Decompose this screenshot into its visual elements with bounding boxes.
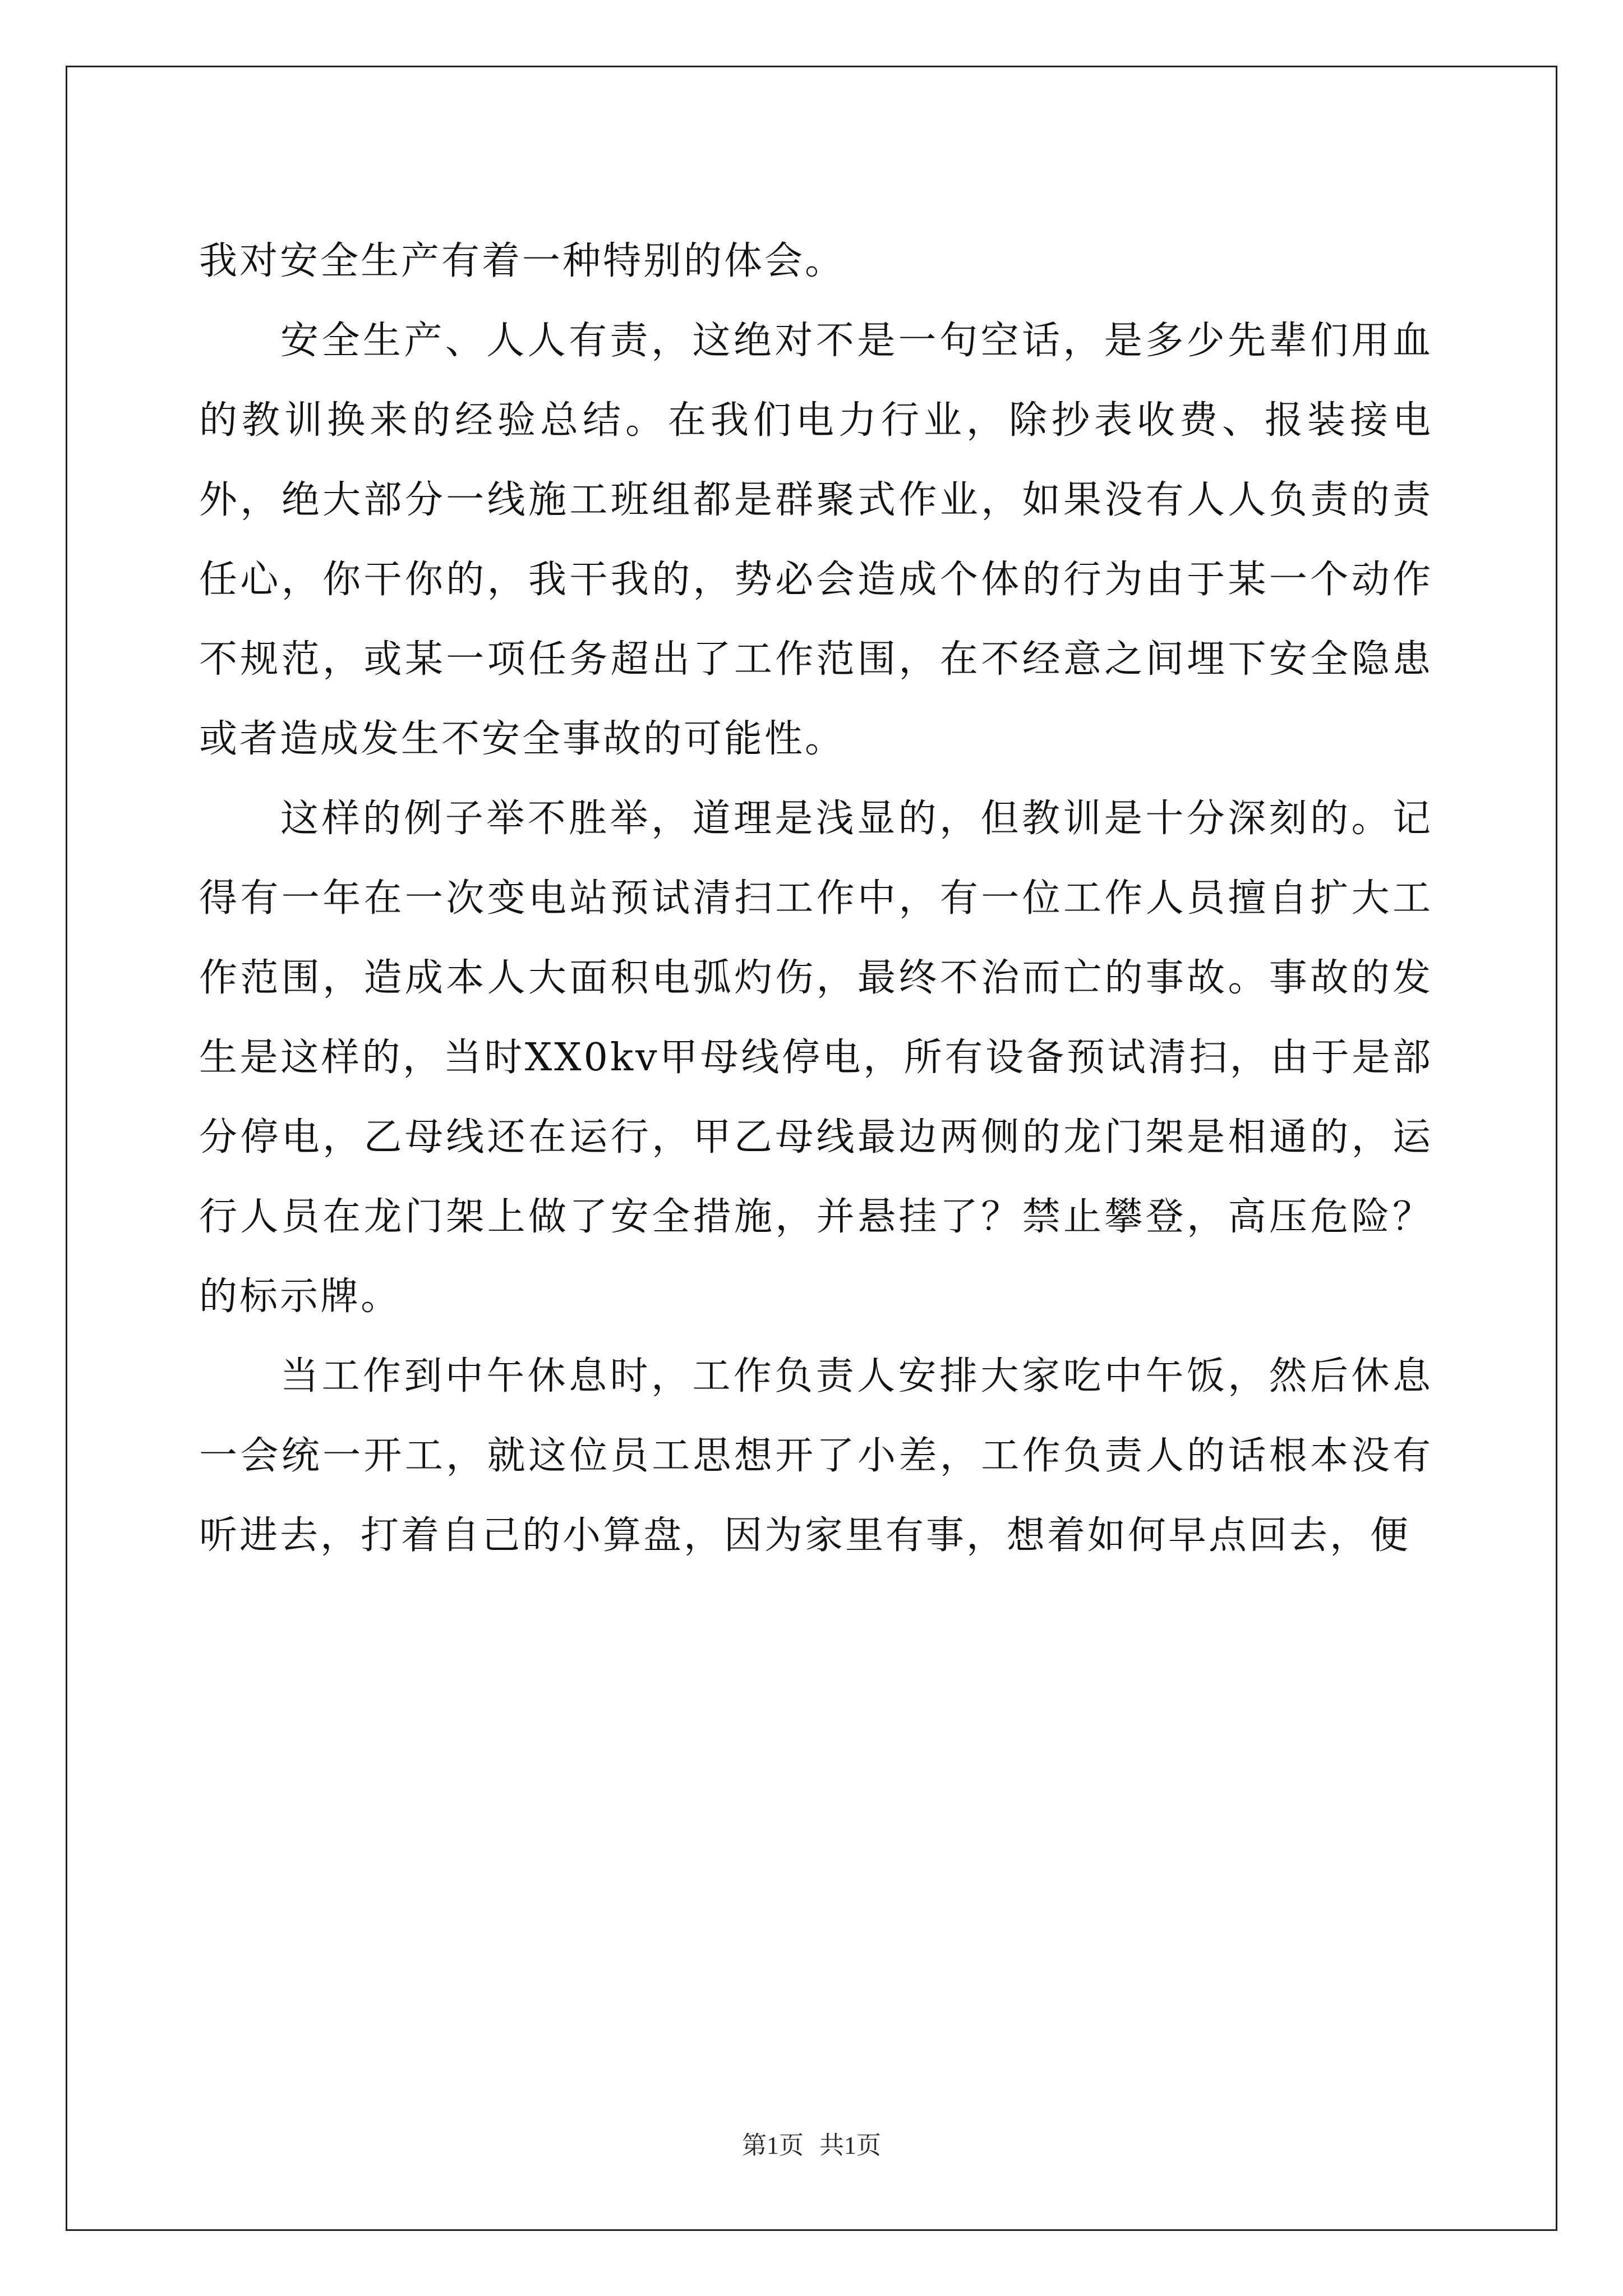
paragraph-4 <box>199 1337 1433 1576</box>
text-line: 的教训换来的经验总结。在我们电力行业，除抄表收费、报装接电外， <box>199 398 1433 522</box>
text-line: 听进去，打着自己的小算盘，因为家里有事，想着如何早点回去，便 <box>199 1513 1411 1558</box>
text-line: 或某一项任务超出了工作范围，在不经意之间埋下安全隐患或者造成 <box>199 637 1433 761</box>
text-line: 安全生产、人人有责，这绝对不是一句空话，是多少先辈们用血 <box>280 319 1433 363</box>
text-line: 发生不安全事故的可能性。 <box>361 717 846 761</box>
text-line: 绝大部分一线施工班组都是群聚式作业，如果没有人人负责的责任心， <box>199 478 1433 602</box>
paragraph-2 <box>199 301 1433 779</box>
text-line: 这样的例子举不胜举，道理是浅显的，但教训是十分深刻的。记 <box>280 797 1433 841</box>
page-total: 共1页 <box>819 2132 881 2159</box>
page-number: 第1页 <box>742 2132 804 2159</box>
paragraph-3 <box>199 779 1433 1337</box>
text-line: 你干你的，我干我的，势必会造成个体的行为由于某一个动作不规范， <box>199 558 1433 682</box>
paragraph-1 <box>199 222 1433 301</box>
text-line: 一会统一开工，就这位员工思想开了小差，工作负责人的话根本没有 <box>199 1434 1433 1478</box>
text-line: 的标示牌。 <box>199 1274 402 1319</box>
page-footer <box>0 2125 1623 2161</box>
document-body <box>199 222 1433 1576</box>
text-line: 生是这样的，当时XX0kv甲母线停电，所有设备预试清扫，由于是部 <box>199 1036 1433 1080</box>
text-line: 当工作到中午休息时，工作负责人安排大家吃中午饭，然后休息 <box>280 1354 1433 1398</box>
text-line: 分停电，乙母线还在运行，甲乙母线最边两侧的龙门架是相通的，运 <box>199 1115 1433 1159</box>
text-line: 得有一年在一次变电站预试清扫工作中，有一位工作人员擅自扩大工 <box>199 876 1433 921</box>
text-line: 我对安全生产有着一种特别的体会。 <box>199 239 846 283</box>
text-line: 作范围，造成本人大面积电弧灼伤，最终不治而亡的事故。事故的发 <box>199 956 1433 1000</box>
text-line: 行人员在龙门架上做了安全措施，并悬挂了？禁止攀登，高压危险？ <box>199 1195 1433 1239</box>
